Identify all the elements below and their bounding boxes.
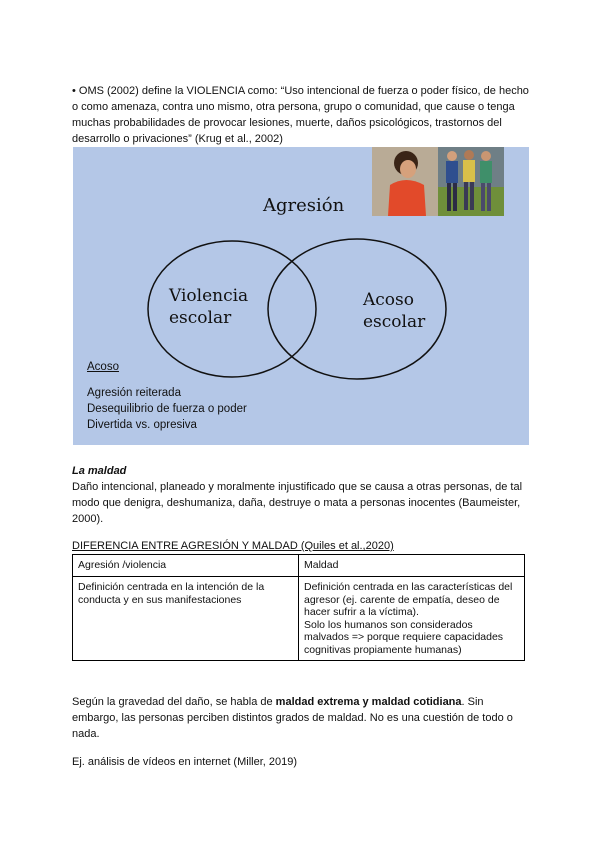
maldad-heading: La maldad	[72, 465, 127, 477]
maldad-definition-cell	[299, 577, 525, 661]
violencia-label-line2: escolar	[169, 308, 232, 328]
column-header-maldad: Maldad	[299, 555, 525, 577]
maldad-cell-line: Solo los humanos son considerados malvados => porque requiere capacidades cognitivas propiamente humanas)	[304, 618, 504, 656]
maldad-definition: Daño intencional, planeado y moralmente injustificado que se causa a otras personas, de tal modo que denigra, deshumaniza, daña, destruye o mata a personas inocentes (Baumeister, 2000).	[72, 481, 523, 525]
table-row	[73, 577, 525, 661]
acoso-label-line2: escolar	[363, 312, 426, 332]
maldad-section	[72, 463, 530, 527]
bullying-photo	[372, 147, 504, 216]
acoso-label-line1: Acoso	[363, 290, 414, 310]
acoso-feature: Agresión reiterada	[87, 387, 181, 399]
acoso-features-title: Acoso	[87, 361, 119, 373]
acoso-feature: Desequilibrio de fuerza o poder	[87, 403, 247, 415]
aggression-venn-figure	[73, 147, 529, 445]
difference-table	[72, 554, 525, 661]
difference-heading: DIFERENCIA ENTRE AGRESIÓN Y MALDAD (Quiles et al.,2020)	[72, 540, 394, 552]
gravedad-prefix: Según la gravedad del daño, se habla de	[72, 696, 276, 708]
acoso-features	[87, 359, 247, 433]
gravedad-suffix: . Sin embargo, las personas perciben distintos grados de maldad. No es una cuestión de todo o nada.	[72, 696, 513, 740]
gravedad-paragraph	[72, 694, 530, 742]
violencia-escolar-label	[169, 285, 248, 329]
figure-title: Agresión	[263, 195, 345, 216]
table-header-row	[73, 555, 525, 577]
intro-paragraph: • OMS (2002) define la VIOLENCIA como: “Uso intencional de fuerza o poder físico, de hecho o como amenaza, contra uno mismo, otra persona, grupo o comunidad, que cause o tenga muchas probabilidades de provocar lesiones, muerte, daños psicológicos, trastornos del desarrollo o privaciones” (Krug et al., 2002)	[72, 85, 529, 145]
violencia-label-line1: Violencia	[169, 286, 249, 306]
gravedad-bold: maldad extrema y maldad cotidiana	[275, 696, 462, 708]
videos-paragraph: Ej. análisis de vídeos en internet (Miller, 2019)	[72, 756, 298, 768]
column-header-agresion: Agresión /violencia	[73, 555, 299, 577]
maldad-cell-line: Definición centrada en las características del agresor (ej. carente de empatía, deseo de hacer sufrir a la víctima).	[304, 581, 513, 618]
acoso-feature: Divertida vs. opresiva	[87, 419, 197, 431]
agresion-definition-cell: Definición centrada en la intención de la conducta y en sus manifestaciones	[73, 577, 299, 661]
acoso-escolar-label	[363, 289, 425, 333]
